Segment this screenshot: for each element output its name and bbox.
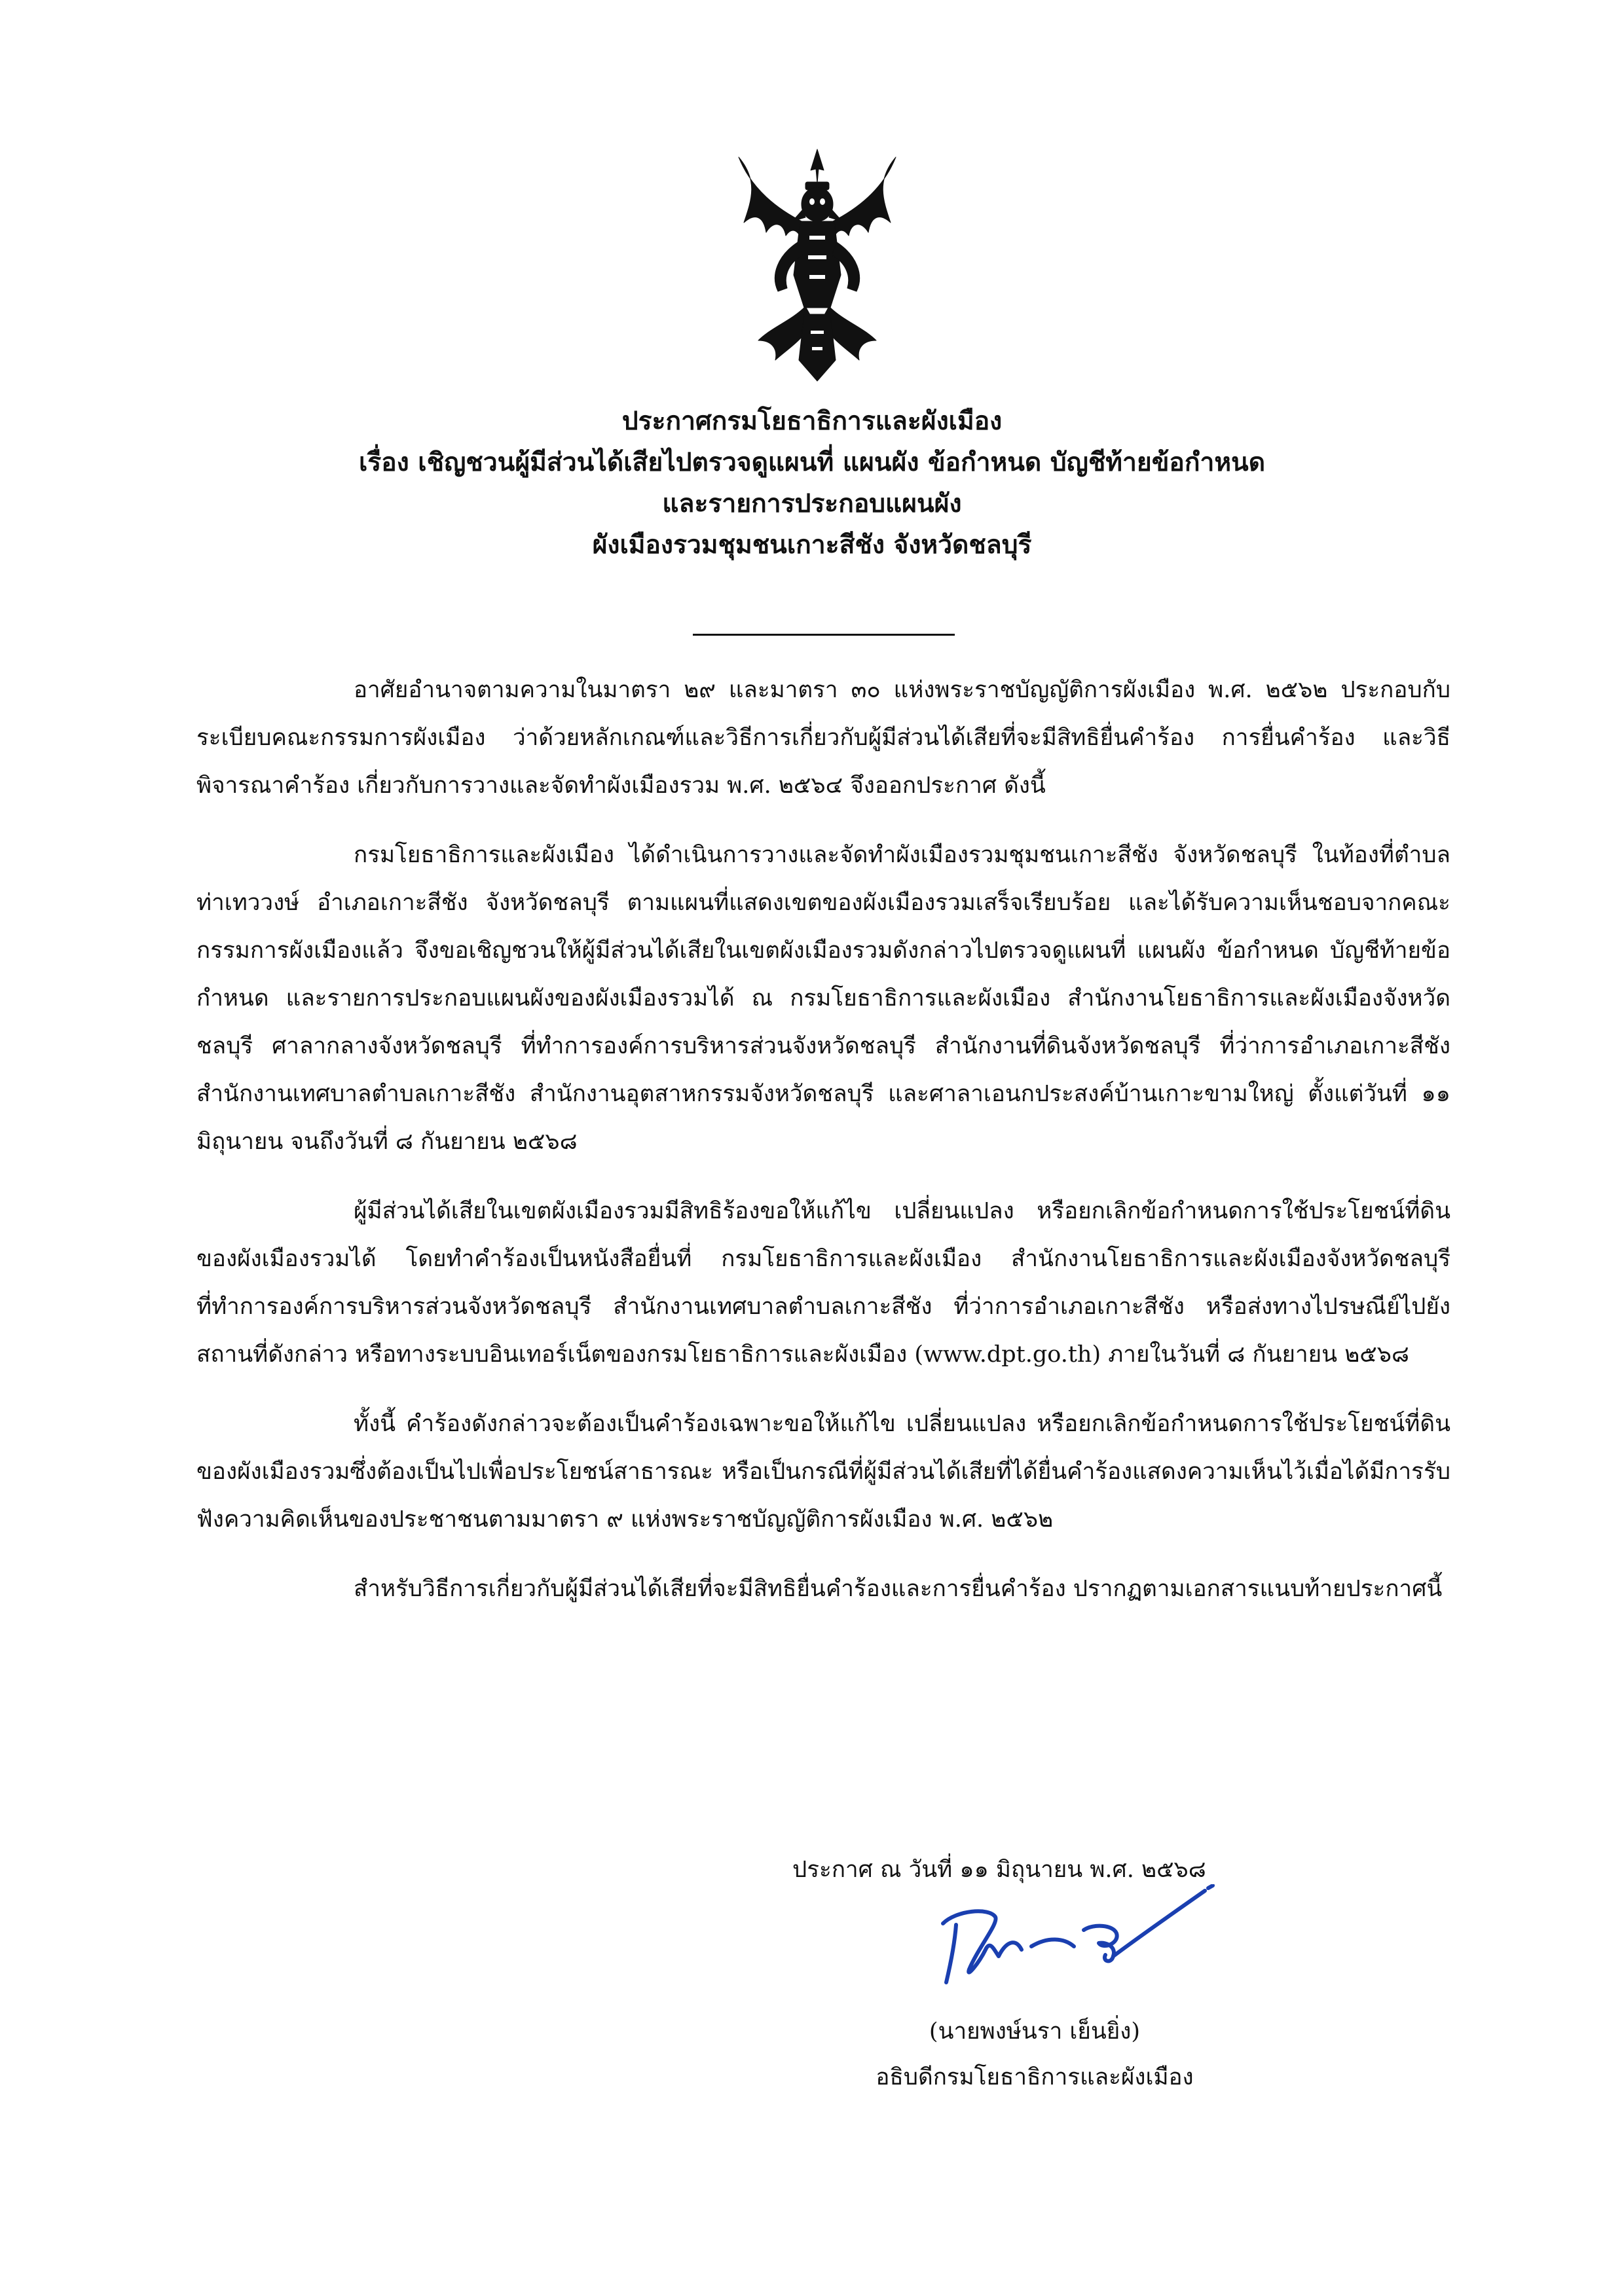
handwritten-signature [917, 1884, 1225, 1989]
paragraph-text: ทั้งนี้ คำร้องดังกล่าวจะต้องเป็นคำร้องเฉพาะขอให้แก้ไข เปลี่ยนแปลง หรือยกเลิกข้อกำหนดการใช้ประโยชน์ที่ดินของผังเมืองรวมซึ่งต้องเป็นไปเพื่อประโยชน์สาธารณะ หรือเป็นกรณีที่ผู้มีส่วนได้เสียที่ได้ยื่นคำร้องแสดงความเห็นไว้เมื่อได้มีการรับฟังความคิดเห็นของประชาชนตามมาตรา ๙ แห่งพระราชบัญญัติการผังเมือง พ.ศ. ๒๕๖๒ [196, 1411, 1450, 1533]
heading-line-3: และรายการประกอบแผนผัง [662, 488, 962, 519]
garuda-emblem-icon [732, 144, 902, 386]
paragraph-authority [196, 666, 1450, 810]
heading-line-1: ประกาศกรมโยธาธิการและผังเมือง [621, 406, 1003, 436]
paragraph-inspection [196, 831, 1450, 1166]
paragraph-text: ผู้มีส่วนได้เสียในเขตผังเมืองรวมมีสิทธิร้องขอให้แก้ไข เปลี่ยนแปลง หรือยกเลิกข้อกำหนดการใช้ประโยชน์ที่ดินของผังเมืองรวมได้ โดยทำคำร้องเป็นหนังสือยื่นที่ กรมโยธาธิการและผังเมือง สำนักงานโยธาธิการและผังเมืองจังหวัดชลบุรี ที่ทำการองค์การบริหารส่วนจังหวัดชลบุรี สำนักงานเทศบาลตำบลเกาะสีชัง ที่ว่าการอำเภอเกาะสีชัง หรือส่งทางไปรษณีย์ไปยังสถานที่ดังกล่าว หรือทางระบบอินเทอร์เน็ตของกรมโยธาธิการและผังเมือง (www.dpt.go.th) ภายในวันที่ ๘ กันยายน ๒๕๖๘ [196, 1198, 1450, 1368]
heading-divider [693, 634, 955, 636]
paragraph-petition-conditions [196, 1400, 1450, 1544]
paragraph-petition-rights [196, 1188, 1450, 1379]
signer-name: (นายพงษ์นรา เย็นยิ่ง) [929, 2018, 1141, 2045]
announcement-heading [196, 401, 1428, 566]
paragraph-procedure [196, 1565, 1450, 1613]
heading-line-2: เรื่อง เชิญชวนผู้มีส่วนได้เสียไปตรวจดูแผนที่ แผนผัง ข้อกำหนด บัญชีท้ายข้อกำหนด [358, 447, 1266, 477]
paragraph-text: สำหรับวิธีการเกี่ยวกับผู้มีส่วนได้เสียที่จะมีสิทธิยื่นคำร้องและการยื่นคำร้อง ปรากฏตามเอกสารแนบท้ายประกาศนี้ [354, 1576, 1443, 1602]
signer-title: อธิบดีกรมโยธาธิการและผังเมือง [876, 2064, 1194, 2090]
announcement-body [196, 666, 1450, 1635]
paragraph-text: กรมโยธาธิการและผังเมือง ได้ดำเนินการวางและจัดทำผังเมืองรวมชุมชนเกาะสีชัง จังหวัดชลบุรี ในท้องที่ตำบลท่าเทววงษ์ อำเภอเกาะสีชัง จังหวัดชลบุรี ตามแผนที่แสดงเขตของผังเมืองรวมเสร็จเรียบร้อย และได้รับความเห็นชอบจากคณะกรรมการผังเมืองแล้ว จึงขอเชิญชวนให้ผู้มีส่วนได้เสียในเขตผังเมืองรวมดังกล่าวไปตรวจดูแผนที่ แผนผัง ข้อกำหนด บัญชีท้ายข้อกำหนด และรายการประกอบแผนผังของผังเมืองรวมได้ ณ กรมโยธาธิการและผังเมือง สำนักงานโยธาธิการและผังเมืองจังหวัดชลบุรี ศาลากลางจังหวัดชลบุรี ที่ทำการองค์การบริหารส่วนจังหวัดชลบุรี สำนักงานที่ดินจังหวัดชลบุรี ที่ว่าการอำเภอเกาะสีชัง สำนักงานเทศบาลตำบลเกาะสีชัง สำนักงานอุตสาหกรรมจังหวัดชลบุรี และศาลาเอนกประสงค์บ้านเกาะขามใหญ่ ตั้งแต่วันที่ ๑๑ มิถุนายน จนถึงวันที่ ๘ กันยายน ๒๕๖๘ [196, 842, 1450, 1155]
paragraph-text: อาศัยอำนาจตามความในมาตรา ๒๙ และมาตรา ๓๐ แห่งพระราชบัญญัติการผังเมือง พ.ศ. ๒๕๖๒ ประกอบกับระเบียบคณะกรรมการผังเมือง ว่าด้วยหลักเกณฑ์และวิธีการเกี่ยวกับผู้มีส่วนได้เสียที่จะมีสิทธิยื่นคำร้อง การยื่นคำร้อง และวิธีพิจารณาคำร้อง เกี่ยวกับการวางและจัดทำผังเมืองรวม พ.ศ. ๒๕๖๔ จึงออกประกาศ ดังนี้ [196, 677, 1450, 799]
announcement-date: ประกาศ ณ วันที่ ๑๑ มิถุนายน พ.ศ. ๒๕๖๘ [792, 1857, 1206, 1883]
heading-line-4: ผังเมืองรวมชุมชนเกาะสีชัง จังหวัดชลบุรี [592, 530, 1032, 560]
